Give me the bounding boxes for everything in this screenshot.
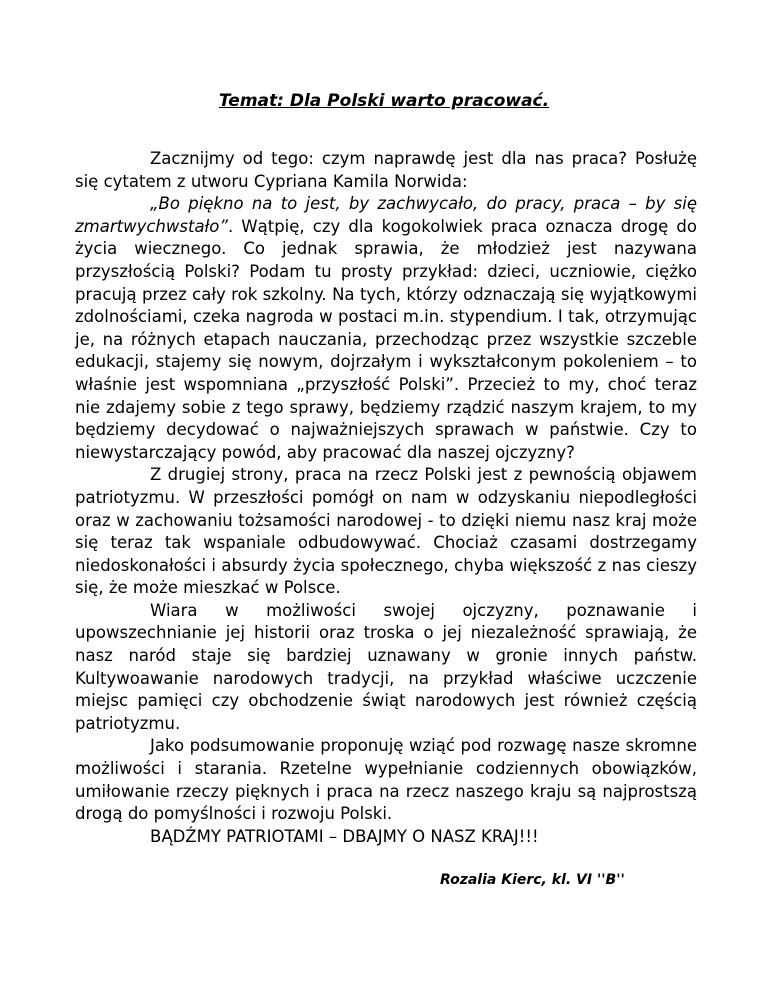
paragraph-slogan: BĄDŹMY PATRIOTAMI – DBAJMY O NASZ KRAJ!!!	[150, 826, 539, 846]
norwid-quote: „Bo piękno na to jest, by zachwycało, do pracy, praca – by się zmartwychwstało”	[75, 194, 697, 236]
paragraph-intro: Zacznijmy od tego: czym naprawdę jest dla nas praca? Posłużę się cytatem z utworu Cypriana Kamila Norwida:	[75, 149, 697, 191]
paragraph-quote-continuation: . Wątpię, czy dla kogokolwiek praca oznacza drogę do życia wiecznego. Co jednak sprawia, że młodzież jest nazywana przyszłością Polski? Podam tu prosty przykład: dzieci, uczniowie, ciężko pracują przez cały rok szkolny. Na tych, którzy odznaczają się wyjątkowymi zdolnościami, czeka nagroda w postaci m.in. stypendium. I tak, otrzymując je, na różnych etapach nauczania, przechodząc przez wszystkie szczeble edukacji, stajemy się nowym, dojrzałym i wykształconym pokoleniem – to właśnie jest wspomniana „przyszłość Polski”. Przecież to my, choć teraz nie zdajemy sobie z tego sprawy, będziemy rządzić naszym krajem, to my będziemy decydować o najważniejszych sprawach w państwie. Czy to niewystarczający powód, aby pracować dla naszej ojczyzny?	[75, 216, 697, 462]
document-body	[75, 148, 697, 848]
paragraph-faith: Wiara w możliwości swojej ojczyzny, poznawanie i upowszechnianie jej historii oraz troska o jej niezależność sprawiają, że nasz naród staje się bardziej uznawany w gronie innych państw. Kultywoawanie narodowych tradycji, na przykład właściwe uczczenie miejsc pamięci czy obchodzenie świąt narodowych jest również częścią patriotyzmu.	[75, 600, 697, 733]
author-signature: Rozalia Kierc, kl. VI ''B''	[440, 872, 625, 888]
paragraph-summary: Jako podsumowanie proponuję wziąć pod rozwagę nasze skromne możliwości i starania. Rzetelne wypełnianie codziennych obowiązków, umiłowanie rzeczy pięknych i praca na rzecz naszego kraju są najprostszą drogą do pomyślności i rozwoju Polski.	[75, 736, 697, 824]
document-title: Temat: Dla Polski warto pracować.	[218, 91, 550, 111]
paragraph-patriotism: Z drugiej strony, praca na rzecz Polski jest z pewnością objawem patriotyzmu. W przeszłości pomógł on nam w odzyskaniu niepodległości oraz w zachowaniu tożsamości narodowej - to dzięki niemu nasz kraj może się teraz tak wspaniale odbudowywać. Chociaż czasami dostrzegamy niedoskonałości i absurdy życia społecznego, chyba większość z nas cieszy się, że może mieszkać w Polsce.	[75, 465, 697, 598]
paragraph-quote	[75, 193, 697, 464]
